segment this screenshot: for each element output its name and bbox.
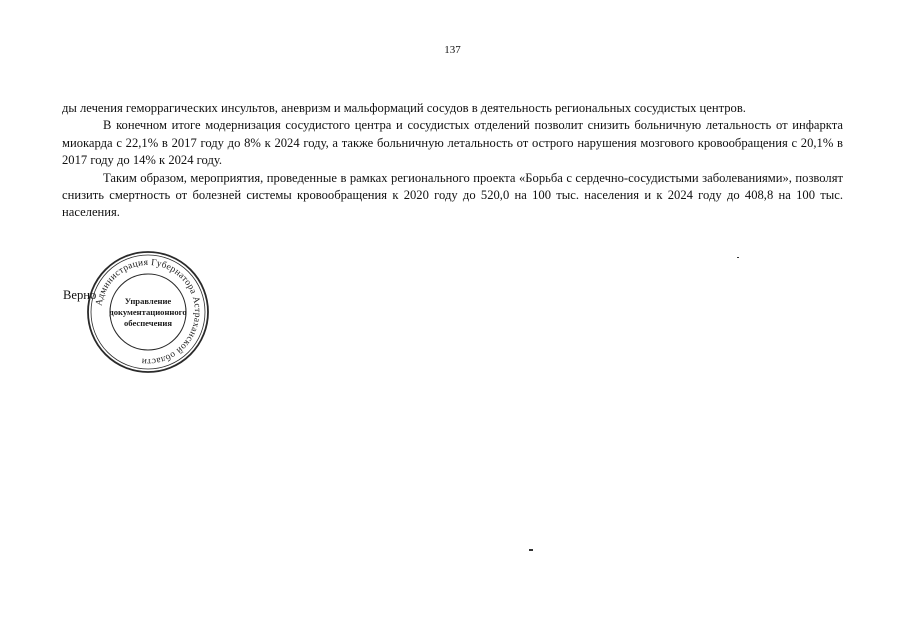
paragraph-continuation: ды лечения геморрагических инсультов, аневризм и мальформаций сосудов в деятельность региональных сосудистых центров. [62,101,746,115]
stamp-ring-text: Администрация Губернатора Астраханской области [94,257,203,367]
paragraph-conclusion: Таким образом, мероприятия, проведенные в рамках регионального проекта «Борьба с сердечно-сосудистыми заболеваниями», позволят снизить смертность от болезней системы кровообращения к 2020 году до 520,0 на 100 тыс. населения и к 2024 году до 408,8 на 100 тыс. населения. [62,170,843,220]
stamp-center-line-3: обеспечения [124,318,172,328]
paragraph-modernization: В конечном итоге модернизация сосудистого центра и сосудистых отделений позволит снизить больничную летальность от инфаркта миокарда с 22,1% в 2017 году до 8% к 2024 году, а также больничную летальность от острого нарушения мозгового кровообращения с 20,1% в 2017 году до 14% к 2024 году. [62,118,843,168]
stamp-seal-icon [84,248,212,376]
document-body [62,100,843,222]
stamp-center-line-2: документационного [109,307,187,317]
scan-speck [529,549,533,551]
page-number: 137 [444,44,461,56]
scan-speck [737,257,739,258]
certification-label: Верно [63,288,97,302]
official-stamp [84,248,212,376]
stamp-center-line-1: Управление [124,296,172,306]
